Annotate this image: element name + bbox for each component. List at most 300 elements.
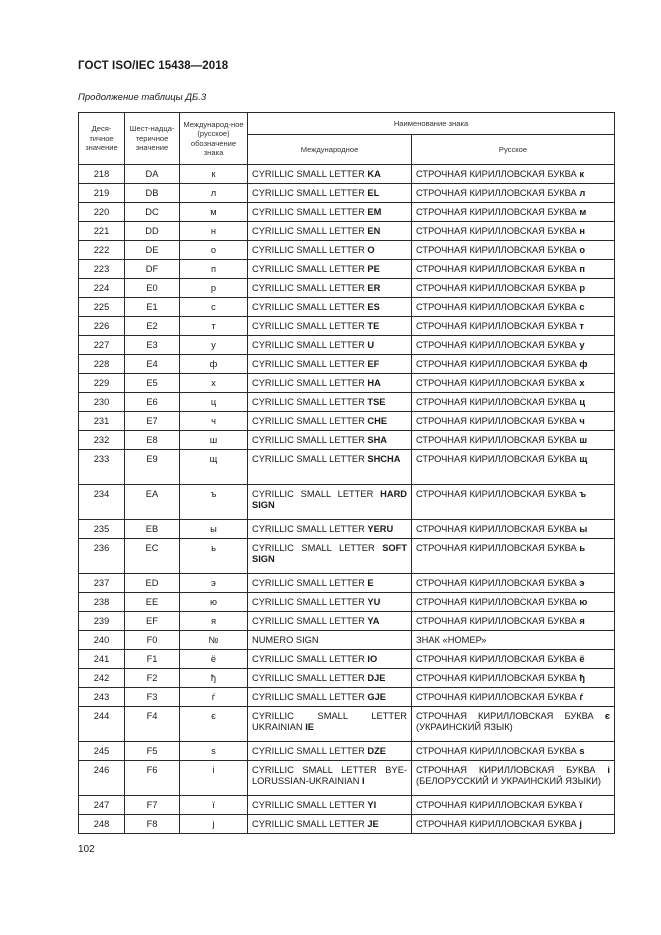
cell-international-name <box>248 650 412 669</box>
name-text: CYRILLIC SMALL LETTER <box>252 596 368 607</box>
cell-hex: F4 <box>125 707 180 742</box>
cell-hex: E2 <box>125 317 180 336</box>
name-text: СТРОЧНАЯ КИРИЛЛОВСКАЯ БУКВА <box>416 358 580 369</box>
cell-symbol: ф <box>180 355 248 374</box>
cell-decimal: 234 <box>79 485 125 520</box>
name-text: CYRILLIC SMALL LETTER <box>252 415 368 426</box>
cell-hex: E5 <box>125 374 180 393</box>
cell-russian-name <box>412 742 615 761</box>
name-text: СТРОЧНАЯ КИРИЛЛОВСКАЯ БУКВА <box>416 206 580 217</box>
cell-international-name <box>248 279 412 298</box>
name-letter: DZE <box>367 745 386 756</box>
name-text: ЗНАК «НОМЕР» <box>416 634 487 645</box>
name-text: СТРОЧНАЯ КИРИЛЛОВСКАЯ БУКВА <box>416 596 580 607</box>
cell-hex: E0 <box>125 279 180 298</box>
name-text: CYRILLIC SMALL LETTER <box>252 225 368 236</box>
name-text: СТРОЧНАЯ КИРИЛЛОВСКАЯ БУКВА <box>416 711 605 721</box>
cell-symbol: ї <box>180 796 248 815</box>
cell-hex: DA <box>125 165 180 184</box>
cell-international-name <box>248 539 412 574</box>
cell-hex: EF <box>125 612 180 631</box>
name-text: СТРОЧНАЯ КИРИЛЛОВСКАЯ БУКВА <box>416 339 580 350</box>
cell-decimal: 224 <box>79 279 125 298</box>
name-letter: х <box>579 377 585 388</box>
cell-hex: EA <box>125 485 180 520</box>
cell-symbol: j <box>180 815 248 834</box>
name-letter: YERU <box>367 523 394 534</box>
cell-symbol: т <box>180 317 248 336</box>
cell-russian-name <box>412 298 615 317</box>
table-row <box>79 707 615 742</box>
cell-international-name <box>248 431 412 450</box>
cell-international-name <box>248 669 412 688</box>
name-text: CYRILLIC SMALL LETTER <box>252 577 368 588</box>
cell-international-name <box>248 260 412 279</box>
cell-symbol: № <box>180 631 248 650</box>
name-letter: YI <box>367 799 377 810</box>
header-international: Международное <box>248 135 412 165</box>
name-letter: s <box>579 745 585 756</box>
name-letter: i <box>607 765 610 775</box>
name-text: СТРОЧНАЯ КИРИЛЛОВСКАЯ БУКВА <box>416 672 580 683</box>
cell-hex: E4 <box>125 355 180 374</box>
table-body <box>79 165 615 834</box>
name-text: СТРОЧНАЯ КИРИЛЛОВСКАЯ БУКВА <box>416 615 580 626</box>
cell-russian-name <box>412 574 615 593</box>
name-letter: KA <box>367 168 381 179</box>
name-letter: IE <box>305 722 315 732</box>
cell-decimal: 225 <box>79 298 125 317</box>
cell-symbol: я <box>180 612 248 631</box>
cell-hex: EC <box>125 539 180 574</box>
page-number: 102 <box>78 844 95 855</box>
name-letter: EF <box>367 358 380 369</box>
cell-decimal: 247 <box>79 796 125 815</box>
cell-hex: DD <box>125 222 180 241</box>
name-letter: SHA <box>367 434 388 445</box>
cell-decimal: 243 <box>79 688 125 707</box>
name-letter: ч <box>579 415 585 426</box>
name-text: СТРОЧНАЯ КИРИЛЛОВСКАЯ БУКВА <box>416 434 580 445</box>
cell-symbol: м <box>180 203 248 222</box>
cell-russian-name <box>412 650 615 669</box>
name-letter: ES <box>367 301 380 312</box>
cell-russian-name <box>412 279 615 298</box>
name-letter: E <box>367 577 374 588</box>
table-row <box>79 761 615 796</box>
table-row <box>79 393 615 412</box>
cell-decimal: 246 <box>79 761 125 796</box>
name-letter: т <box>579 320 584 331</box>
cell-symbol: ц <box>180 393 248 412</box>
cell-russian-name <box>412 688 615 707</box>
cell-russian-name <box>412 612 615 631</box>
name-letter: TSE <box>367 396 386 407</box>
cell-international-name <box>248 485 412 520</box>
cell-symbol: ч <box>180 412 248 431</box>
name-letter: щ <box>579 454 588 464</box>
header-hex: Шест-надца-теричное значение <box>125 113 180 165</box>
cell-russian-name <box>412 260 615 279</box>
name-letter: EM <box>367 206 382 217</box>
cell-international-name <box>248 393 412 412</box>
table-row <box>79 593 615 612</box>
table-row <box>79 742 615 761</box>
table-row <box>79 650 615 669</box>
cell-decimal: 227 <box>79 336 125 355</box>
table-row <box>79 485 615 520</box>
cell-decimal: 226 <box>79 317 125 336</box>
name-text: CYRILLIC SMALL LETTER <box>252 691 368 702</box>
table-row <box>79 669 615 688</box>
cell-russian-name <box>412 374 615 393</box>
cell-hex: DC <box>125 203 180 222</box>
name-text: CYRILLIC SMALL LETTER <box>252 523 368 534</box>
cell-symbol: ш <box>180 431 248 450</box>
table-row <box>79 688 615 707</box>
table-row <box>79 241 615 260</box>
name-letter: л <box>579 187 586 198</box>
name-letter: п <box>579 263 585 274</box>
name-letter: YU <box>367 596 381 607</box>
cell-symbol: є <box>180 707 248 742</box>
name-text: CYRILLIC SMALL LETTER <box>252 454 368 464</box>
cell-decimal: 221 <box>79 222 125 241</box>
name-text: CYRILLIC SMALL LETTER <box>252 206 368 217</box>
name-letter: IO <box>367 653 378 664</box>
cell-symbol: о <box>180 241 248 260</box>
name-text: CYRILLIC SMALL LETTER <box>252 301 368 312</box>
cell-hex: E9 <box>125 450 180 485</box>
cell-hex: E6 <box>125 393 180 412</box>
cell-hex: EE <box>125 593 180 612</box>
table-row <box>79 298 615 317</box>
cell-hex: F7 <box>125 796 180 815</box>
cell-decimal: 238 <box>79 593 125 612</box>
name-text: CYRILLIC SMALL LETTER <box>252 282 368 293</box>
cell-international-name <box>248 520 412 539</box>
header-symbol: Междунарoд-ное (русское) обозначение знака <box>180 113 248 165</box>
cell-russian-name <box>412 336 615 355</box>
cell-symbol: ѓ <box>180 688 248 707</box>
name-text: NUMERO SIGN <box>252 634 319 645</box>
cell-international-name <box>248 631 412 650</box>
cell-russian-name <box>412 431 615 450</box>
cell-hex: F0 <box>125 631 180 650</box>
name-text: СТРОЧНАЯ КИРИЛЛОВСКАЯ БУКВА <box>416 489 580 499</box>
name-letter: є <box>604 711 610 721</box>
name-text: CYRILLIC SMALL LETTER <box>252 745 368 756</box>
name-text: СТРОЧНАЯ КИРИЛЛОВСКАЯ БУКВА <box>416 691 580 702</box>
name-letter: ER <box>367 282 381 293</box>
table-row <box>79 796 615 815</box>
cell-decimal: 231 <box>79 412 125 431</box>
cell-symbol: х <box>180 374 248 393</box>
table-row <box>79 612 615 631</box>
cell-international-name <box>248 761 412 796</box>
name-text: СТРОЧНАЯ КИРИЛЛОВСКАЯ БУКВА <box>416 396 580 407</box>
name-text: CYRILLIC SMALL LETTER <box>252 263 368 274</box>
cell-international-name <box>248 336 412 355</box>
cell-hex: F5 <box>125 742 180 761</box>
table-row <box>79 431 615 450</box>
cell-international-name <box>248 184 412 203</box>
name-text: CYRILLIC SMALL LETTER <box>252 489 381 499</box>
cell-russian-name <box>412 539 615 574</box>
table-row <box>79 539 615 574</box>
cell-hex: F8 <box>125 815 180 834</box>
cell-russian-name <box>412 450 615 485</box>
name-letter: с <box>579 301 585 312</box>
table-row <box>79 631 615 650</box>
cell-international-name <box>248 707 412 742</box>
character-table <box>78 112 615 834</box>
name-letter: ц <box>579 396 586 407</box>
name-text: СТРОЧНАЯ КИРИЛЛОВСКАЯ БУКВА <box>416 765 608 775</box>
cell-international-name <box>248 355 412 374</box>
cell-hex: E1 <box>125 298 180 317</box>
name-text: СТРОЧНАЯ КИРИЛЛОВСКАЯ БУКВА <box>416 415 580 426</box>
cell-russian-name <box>412 485 615 520</box>
cell-symbol: н <box>180 222 248 241</box>
cell-decimal: 223 <box>79 260 125 279</box>
cell-international-name <box>248 222 412 241</box>
cell-hex: EB <box>125 520 180 539</box>
cell-decimal: 232 <box>79 431 125 450</box>
name-text: CYRILLIC SMALL LETTER <box>252 339 368 350</box>
name-text: CYRILLIC SMALL LETTER <box>252 543 383 553</box>
name-letter: ї <box>579 799 582 810</box>
name-text: CYRILLIC SMALL LETTER BYE-LORUSSIAN-UKRAINIAN <box>252 765 407 786</box>
name-text: CYRILLIC SMALL LETTER <box>252 358 368 369</box>
name-text: CYRILLIC SMALL LETTER <box>252 615 368 626</box>
cell-symbol: э <box>180 574 248 593</box>
name-text: СТРОЧНАЯ КИРИЛЛОВСКАЯ БУКВА <box>416 799 580 810</box>
name-note: (УКРАИНСКИЙ ЯЗЫК) <box>416 722 513 732</box>
table-row <box>79 203 615 222</box>
table-caption: Продолжение таблицы ДБ.3 <box>78 92 207 103</box>
cell-russian-name <box>412 393 615 412</box>
cell-international-name <box>248 374 412 393</box>
name-text: СТРОЧНАЯ КИРИЛЛОВСКАЯ БУКВА <box>416 523 580 534</box>
cell-russian-name <box>412 669 615 688</box>
name-letter: ђ <box>579 672 586 683</box>
name-letter: U <box>367 339 375 350</box>
cell-russian-name <box>412 355 615 374</box>
name-text: СТРОЧНАЯ КИРИЛЛОВСКАЯ БУКВА <box>416 320 580 331</box>
name-letter: TE <box>367 320 380 331</box>
cell-international-name <box>248 593 412 612</box>
name-letter: EL <box>367 187 380 198</box>
cell-russian-name <box>412 796 615 815</box>
cell-russian-name <box>412 412 615 431</box>
name-letter: GJE <box>367 691 386 702</box>
cell-international-name <box>248 203 412 222</box>
name-text: СТРОЧНАЯ КИРИЛЛОВСКАЯ БУКВА <box>416 282 580 293</box>
name-text: СТРОЧНАЯ КИРИЛЛОВСКАЯ БУКВА <box>416 745 580 756</box>
table-row <box>79 317 615 336</box>
name-text: СТРОЧНАЯ КИРИЛЛОВСКАЯ БУКВА <box>416 543 580 553</box>
cell-hex: F2 <box>125 669 180 688</box>
name-text: CYRILLIC SMALL LETTER <box>252 434 368 445</box>
name-letter: O <box>367 244 375 255</box>
cell-russian-name <box>412 241 615 260</box>
name-letter: к <box>579 168 584 179</box>
table-row <box>79 574 615 593</box>
name-text: CYRILLIC SMALL LETTER <box>252 377 368 388</box>
cell-symbol: i <box>180 761 248 796</box>
cell-russian-name <box>412 203 615 222</box>
cell-symbol: с <box>180 298 248 317</box>
cell-symbol: s <box>180 742 248 761</box>
name-letter: ю <box>579 596 588 607</box>
cell-international-name <box>248 612 412 631</box>
cell-decimal: 222 <box>79 241 125 260</box>
cell-hex: E3 <box>125 336 180 355</box>
cell-international-name <box>248 688 412 707</box>
cell-hex: F3 <box>125 688 180 707</box>
cell-hex: ED <box>125 574 180 593</box>
cell-international-name <box>248 574 412 593</box>
table-row <box>79 184 615 203</box>
name-letter: э <box>579 577 585 588</box>
name-text: СТРОЧНАЯ КИРИЛЛОВСКАЯ БУКВА <box>416 187 580 198</box>
cell-symbol: ь <box>180 539 248 574</box>
cell-hex: DE <box>125 241 180 260</box>
name-text: СТРОЧНАЯ КИРИЛЛОВСКАЯ БУКВА <box>416 301 580 312</box>
name-note: (БЕЛОРУССКИЙ И УКРАИНСКИЙ ЯЗЫКИ) <box>416 776 602 786</box>
cell-decimal: 245 <box>79 742 125 761</box>
table-row <box>79 374 615 393</box>
name-text: СТРОЧНАЯ КИРИЛЛОВСКАЯ БУКВА <box>416 244 580 255</box>
cell-decimal: 239 <box>79 612 125 631</box>
cell-international-name <box>248 317 412 336</box>
name-letter: CHE <box>367 415 388 426</box>
cell-international-name <box>248 450 412 485</box>
name-text: CYRILLIC SMALL LETTER <box>252 396 368 407</box>
name-letter: ы <box>579 523 588 534</box>
cell-symbol: ђ <box>180 669 248 688</box>
name-letter: JE <box>367 818 379 829</box>
table-row <box>79 815 615 834</box>
cell-symbol: р <box>180 279 248 298</box>
name-text: CYRILLIC SMALL LETTER <box>252 672 368 683</box>
name-letter: HA <box>367 377 381 388</box>
name-text: CYRILLIC SMALL LETTER <box>252 653 368 664</box>
cell-decimal: 241 <box>79 650 125 669</box>
name-letter: YA <box>367 615 380 626</box>
name-letter: ф <box>579 358 588 369</box>
table-row <box>79 222 615 241</box>
name-letter: о <box>579 244 586 255</box>
cell-russian-name <box>412 222 615 241</box>
cell-international-name <box>248 815 412 834</box>
cell-hex: E8 <box>125 431 180 450</box>
cell-decimal: 242 <box>79 669 125 688</box>
cell-hex: DB <box>125 184 180 203</box>
name-text: CYRILLIC SMALL LETTER <box>252 818 368 829</box>
cell-symbol: ъ <box>180 485 248 520</box>
name-letter: у <box>579 339 585 350</box>
cell-hex: F6 <box>125 761 180 796</box>
cell-international-name <box>248 412 412 431</box>
cell-symbol: л <box>180 184 248 203</box>
name-letter: я <box>579 615 585 626</box>
name-text: СТРОЧНАЯ КИРИЛЛОВСКАЯ БУКВА <box>416 818 580 829</box>
table-row <box>79 355 615 374</box>
name-letter: SOFT SIGN <box>252 543 407 564</box>
table-row <box>79 279 615 298</box>
cell-russian-name <box>412 184 615 203</box>
cell-symbol: ы <box>180 520 248 539</box>
cell-hex: E7 <box>125 412 180 431</box>
cell-russian-name <box>412 165 615 184</box>
name-text: СТРОЧНАЯ КИРИЛЛОВСКАЯ БУКВА <box>416 225 580 236</box>
cell-symbol: у <box>180 336 248 355</box>
cell-decimal: 220 <box>79 203 125 222</box>
cell-symbol: ё <box>180 650 248 669</box>
table-row <box>79 165 615 184</box>
name-letter: ь <box>579 543 586 553</box>
cell-decimal: 237 <box>79 574 125 593</box>
name-text: СТРОЧНАЯ КИРИЛЛОВСКАЯ БУКВА <box>416 454 580 464</box>
cell-international-name <box>248 241 412 260</box>
name-text: CYRILLIC SMALL LETTER <box>252 244 368 255</box>
cell-russian-name <box>412 317 615 336</box>
cell-decimal: 235 <box>79 520 125 539</box>
cell-decimal: 240 <box>79 631 125 650</box>
header-russian: Русское <box>412 135 615 165</box>
table-row <box>79 260 615 279</box>
name-letter: ѓ <box>579 691 584 702</box>
cell-decimal: 230 <box>79 393 125 412</box>
name-text: СТРОЧНАЯ КИРИЛЛОВСКАЯ БУКВА <box>416 577 580 588</box>
name-text: СТРОЧНАЯ КИРИЛЛОВСКАЯ БУКВА <box>416 653 580 664</box>
name-letter: HARD SIGN <box>252 489 407 510</box>
cell-symbol: ю <box>180 593 248 612</box>
table-row <box>79 520 615 539</box>
header-name-group: Наименование знака <box>248 113 615 135</box>
name-letter: ш <box>579 434 588 445</box>
name-text: CYRILLIC SMALL LETTER UKRAINIAN <box>252 711 407 732</box>
cell-russian-name <box>412 815 615 834</box>
table-row <box>79 412 615 431</box>
cell-decimal: 248 <box>79 815 125 834</box>
name-letter: м <box>579 206 587 217</box>
name-letter: н <box>579 225 585 236</box>
name-letter: I <box>362 776 365 786</box>
cell-hex: F1 <box>125 650 180 669</box>
document-header: ГОСТ ISO/IEC 15438—2018 <box>78 60 229 72</box>
header-decimal: Деся-тичное значение <box>79 113 125 165</box>
cell-international-name <box>248 298 412 317</box>
cell-decimal: 244 <box>79 707 125 742</box>
cell-russian-name <box>412 631 615 650</box>
cell-russian-name <box>412 520 615 539</box>
table-row <box>79 450 615 485</box>
name-letter: ъ <box>579 489 587 499</box>
name-letter: PE <box>367 263 380 274</box>
cell-symbol: щ <box>180 450 248 485</box>
cell-international-name <box>248 165 412 184</box>
name-text: CYRILLIC SMALL LETTER <box>252 187 368 198</box>
cell-decimal: 229 <box>79 374 125 393</box>
name-text: СТРОЧНАЯ КИРИЛЛОВСКАЯ БУКВА <box>416 377 580 388</box>
cell-russian-name <box>412 593 615 612</box>
name-letter: р <box>579 282 586 293</box>
name-letter: EN <box>367 225 381 236</box>
name-letter: SHCHA <box>367 454 401 464</box>
